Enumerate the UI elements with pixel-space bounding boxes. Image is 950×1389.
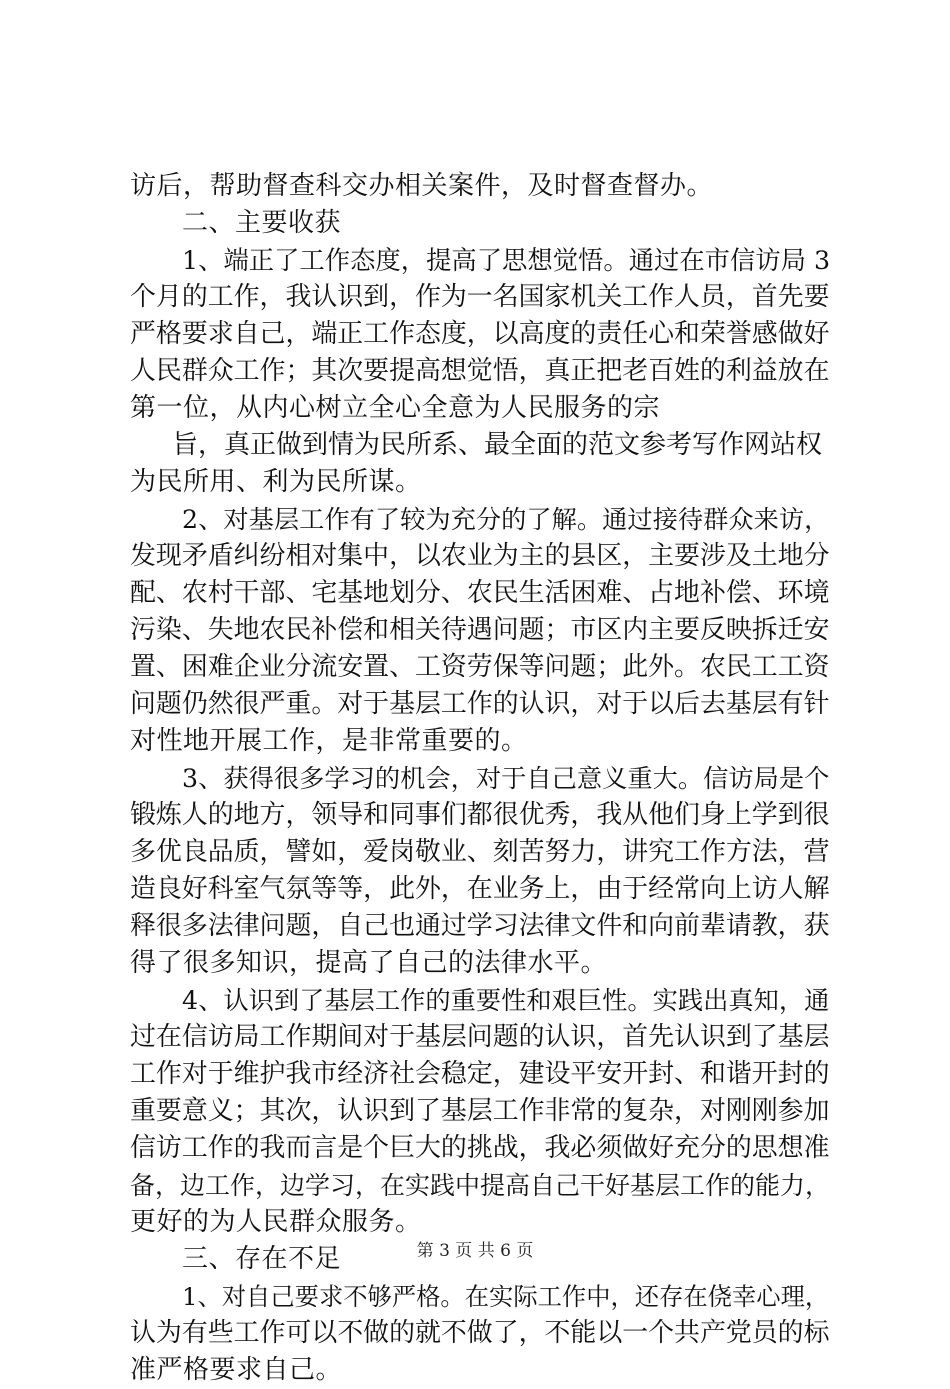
text-line: 严格要求自己，端正工作态度，以高度的责任心和荣誉感做好 (130, 319, 830, 349)
text-line: 人民群众工作；其次要提高想觉悟，真正把老百姓的利益放在 (130, 356, 830, 386)
text-line: 2、对基层工作有了较为充分的了解。通过接待群众来访， (182, 505, 830, 534)
text-line: 第一位，从内心树立全心全意为人民服务的宗 (130, 393, 661, 423)
text-line: 配、农村干部、宅基地划分、农民生活困难、占地补偿、环境 (130, 578, 830, 608)
text-line: 为民所用、利为民所谋。 (130, 467, 422, 497)
text-line: 造良好科室气氛等等，此外，在业务上，由于经常向上访人解 (130, 874, 830, 904)
text-line: 重要意义；其次，认识到了基层工作非常的复杂，对刚刚参加 (130, 1096, 830, 1126)
text-line: 1、端正了工作态度，提高了思想觉悟。通过在市信访局 3 (182, 245, 831, 275)
document-body (130, 168, 830, 1389)
text-line: 过在信访局工作期间对于基层问题的认识，首先认识到了基层 (130, 1022, 830, 1052)
page-footer: 第 3 页 共 6 页 (416, 1241, 534, 1261)
text-line: 二、主要收获 (182, 208, 342, 238)
text-line: 多优良品质，譬如，爱岗敬业、刻苦努力，讲究工作方法，营 (130, 837, 830, 867)
text-line: 置、困难企业分流安置、工资劳保等问题；此外。农民工工资 (130, 652, 830, 682)
text-line: 1、对自己要求不够严格。在实际工作中，还存在侥幸心理， (182, 1282, 830, 1311)
text-line: 对性地开展工作，是非常重要的。 (130, 726, 528, 756)
text-line: 得了很多知识，提高了自己的法律水平。 (130, 948, 608, 978)
text-line: 问题仍然很严重。对于基层工作的认识，对于以后去基层有针 (130, 689, 830, 719)
text-line: 锻炼人的地方，领导和同事们都很优秀，我从他们身上学到很 (130, 800, 830, 830)
text-line: 准严格要求自己。 (130, 1355, 343, 1385)
text-line: 访后，帮助督查科交办相关案件，及时督查督办。 (130, 171, 714, 201)
text-line: 3、获得很多学习的机会，对于自己意义重大。信访局是个 (182, 764, 830, 793)
text-line: 旨，真正做到情为民所系、最全面的范文参考写作网站权 (172, 430, 823, 460)
text-line: 发现矛盾纠纷相对集中，以农业为主的县区，主要涉及土地分 (130, 541, 830, 571)
text-line: 个月的工作，我认识到，作为一名国家机关工作人员，首先要 (130, 282, 830, 312)
text-line: 释很多法律问题，自己也通过学习法律文件和向前辈请教，获 (130, 911, 830, 941)
text-line: 工作对于维护我市经济社会稳定，建设平安开封、和谐开封的 (130, 1059, 830, 1089)
text-line: 更好的为人民群众服务。 (130, 1207, 422, 1237)
text-line: 认为有些工作可以不做的就不做了，不能以一个共产党员的标 (130, 1318, 830, 1348)
text-line: 三、存在不足 (182, 1244, 342, 1274)
text-line: 备，边工作，边学习，在实践中提高自己干好基层工作的能力， (130, 1171, 831, 1200)
text-line: 4、认识到了基层工作的重要性和艰巨性。实践出真知，通 (182, 986, 830, 1015)
text-line: 信访工作的我而言是个巨大的挑战，我必须做好充分的思想准 (130, 1133, 830, 1163)
text-line: 污染、失地农民补偿和相关待遇问题；市区内主要反映拆迁安 (130, 615, 830, 645)
